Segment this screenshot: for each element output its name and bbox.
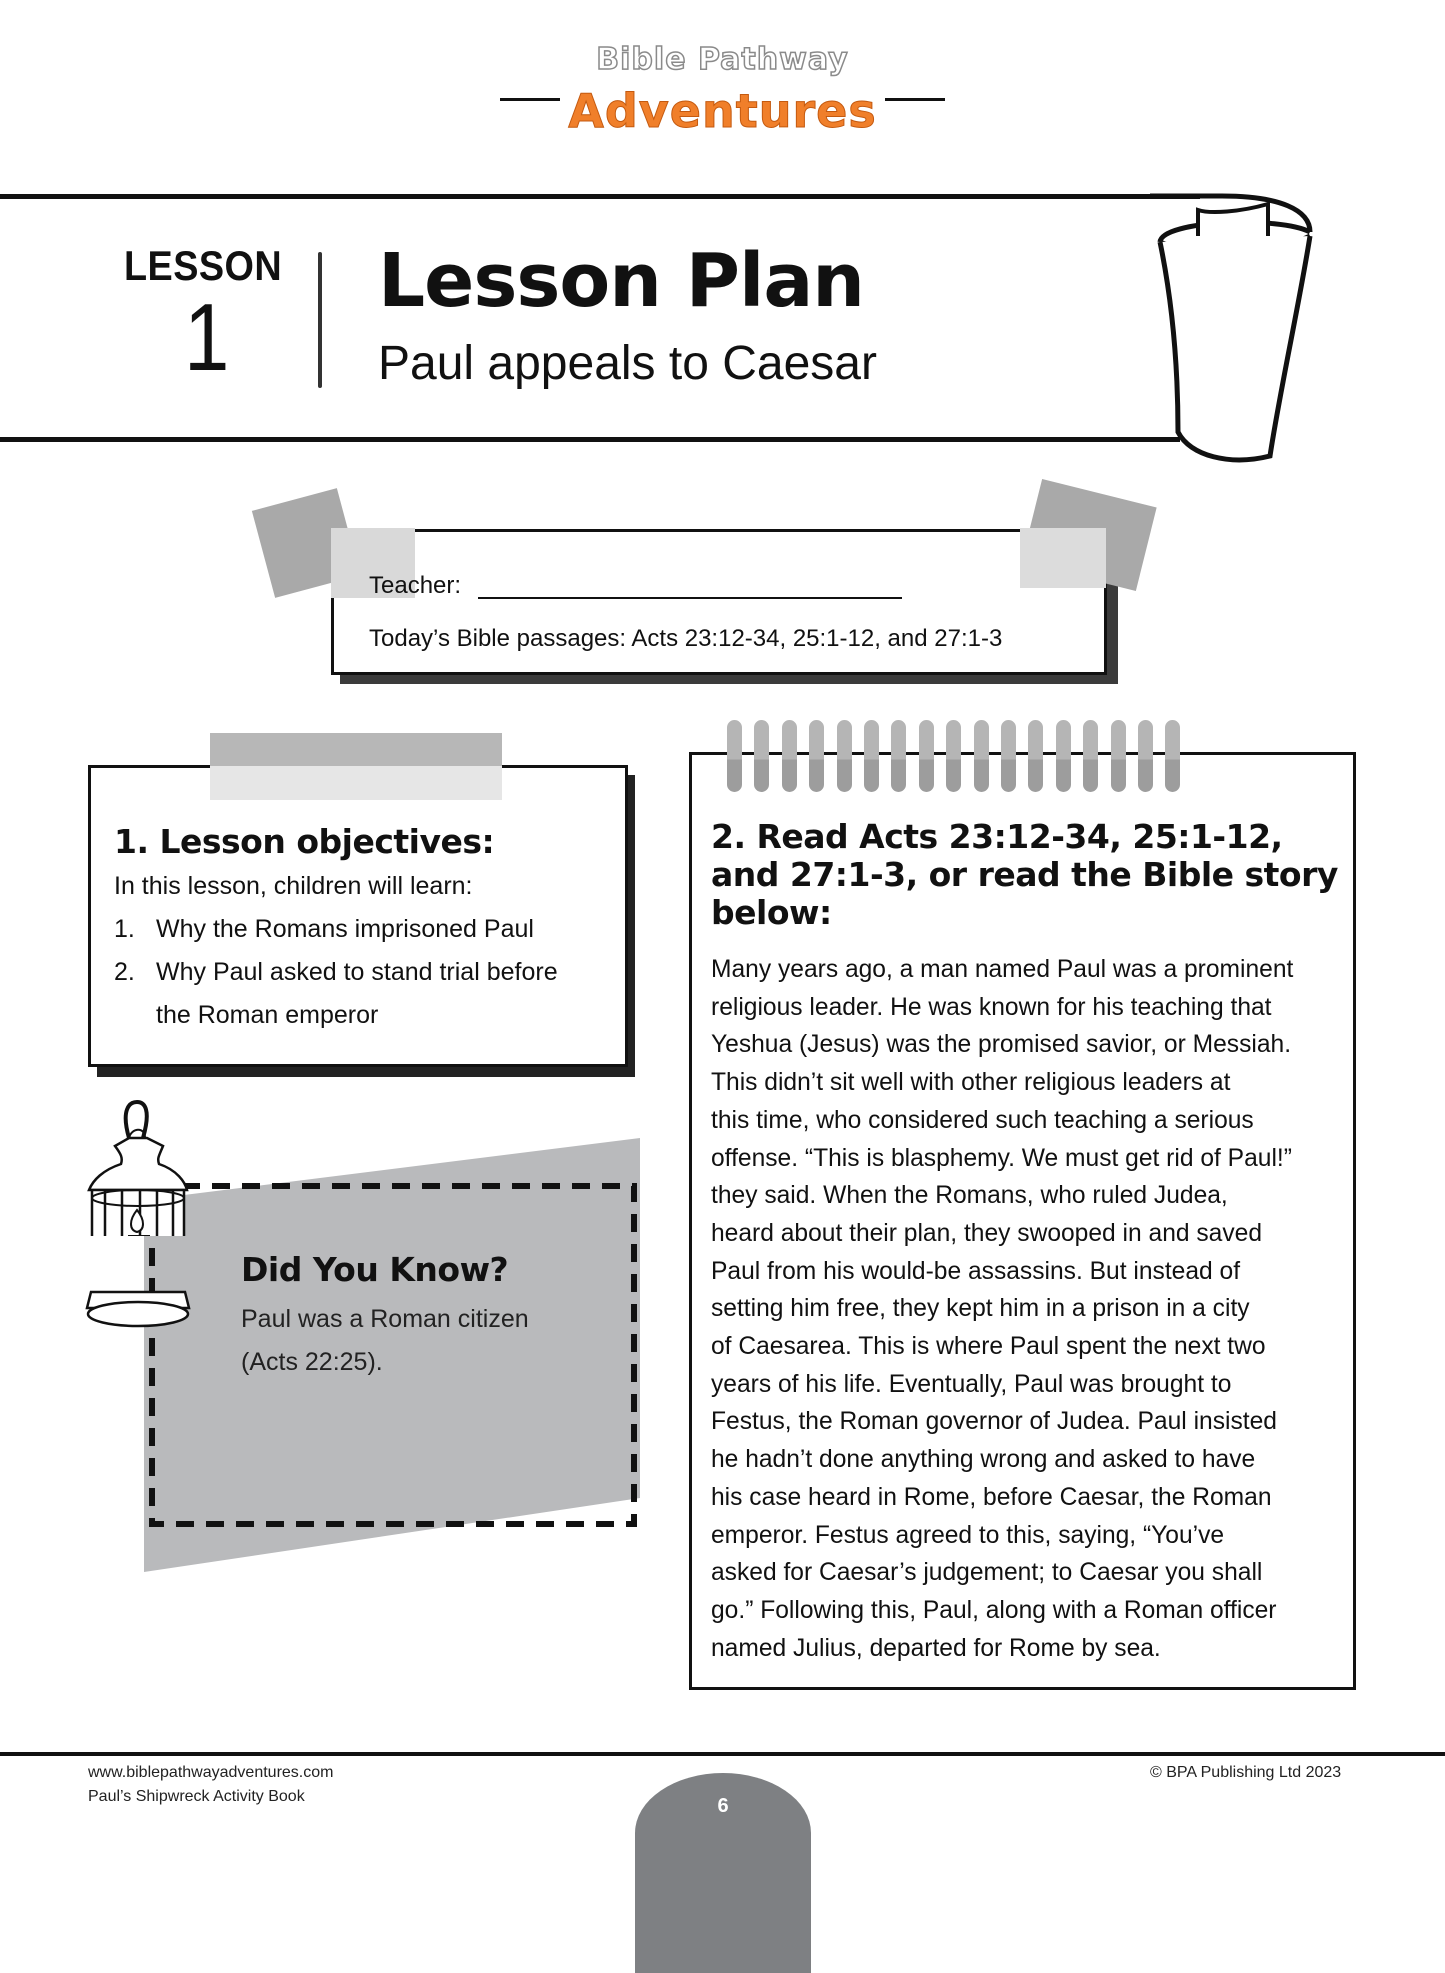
objective-text: Why the Romans imprisoned Paul	[156, 915, 534, 943]
story-line: Paul from his would-be assassins. But instead of	[711, 1257, 1241, 1285]
spiral-ring	[837, 720, 852, 792]
did-you-know-line: Paul was a Roman citizen	[241, 1305, 529, 1333]
story-title-line: 2. Read Acts 23:12-34, 25:1-12,	[711, 817, 1283, 856]
objective-item	[114, 908, 534, 951]
spiral-ring	[782, 720, 797, 792]
objective-text: Why Paul asked to stand trial before	[156, 958, 558, 986]
objective-number: 2.	[114, 958, 135, 986]
spiral-ring	[1138, 720, 1153, 792]
header-rule-bottom	[0, 437, 1180, 442]
spiral-ring	[1165, 720, 1180, 792]
spiral-ring	[1001, 720, 1016, 792]
objective-item	[114, 951, 558, 1037]
objectives-tape-top	[210, 733, 502, 767]
story-line: named Julius, departed for Rome by sea.	[711, 1634, 1161, 1662]
story-line: offense. “This is blasphemy. We must get rid of Paul!”	[711, 1144, 1292, 1172]
story-title	[711, 818, 1351, 932]
spiral-ring	[1028, 720, 1043, 792]
footer-copyright: © BPA Publishing Ltd 2023	[1150, 1764, 1342, 1781]
teacher-label: Teacher:	[369, 572, 462, 599]
did-you-know-title: Did You Know?	[241, 1250, 509, 1289]
footer-book-title: Paul’s Shipwreck Activity Book	[88, 1788, 305, 1805]
page-title: Lesson Plan	[378, 238, 864, 324]
logo-line-1: Bible Pathway	[596, 42, 849, 77]
story-line: of Caesarea. This is where Paul spent the next two	[711, 1333, 1266, 1360]
lantern-base	[85, 1288, 197, 1336]
story-title-line: and 27:1-3, or read the Bible story	[711, 855, 1338, 894]
lesson-label: LESSON	[124, 242, 283, 289]
spiral-ring	[919, 720, 934, 792]
objective-number: 1.	[114, 915, 135, 943]
logo-line-2: Adventures	[568, 84, 877, 138]
page-subtitle: Paul appeals to Caesar	[378, 337, 877, 390]
tape-right-overlap	[1020, 528, 1106, 588]
lantern-icon	[85, 1098, 197, 1236]
story-title-line: below:	[711, 893, 832, 932]
page-number: 6	[717, 1795, 729, 1817]
footer-website: www.biblepathwayadventures.com	[88, 1764, 334, 1781]
objective-text-cont: the Roman emperor	[156, 1001, 379, 1029]
teacher-card	[331, 529, 1107, 675]
story-line: asked for Caesar’s judgement; to Caesar you shall	[711, 1559, 1263, 1587]
objectives-tape-bottom	[210, 766, 502, 800]
footer-rule	[0, 1752, 1445, 1756]
story-line: his case heard in Rome, before Caesar, the Roman	[711, 1483, 1272, 1511]
spiral-ring	[974, 720, 989, 792]
story-line: years of his life. Eventually, Paul was brought to	[711, 1370, 1232, 1398]
spiral-ring	[727, 720, 742, 792]
spiral-ring	[864, 720, 879, 792]
story-line: Many years ago, a man named Paul was a prominent	[711, 956, 1294, 983]
story-line: they said. When the Romans, who ruled Judea,	[711, 1182, 1228, 1210]
spiral-ring	[1111, 720, 1126, 792]
spiral-ring	[1083, 720, 1098, 792]
spiral-ring	[1056, 720, 1071, 792]
spiral-ring	[891, 720, 906, 792]
spiral-ring	[754, 720, 769, 792]
story-line: setting him free, they kept him in a prison in a city	[711, 1295, 1250, 1323]
header-rule-top	[0, 194, 1200, 199]
did-you-know-text	[241, 1298, 529, 1384]
objectives-title: 1. Lesson objectives:	[114, 822, 495, 861]
header-divider	[318, 252, 322, 388]
story-line: this time, who considered such teaching a serious	[711, 1106, 1254, 1134]
teacher-name-field[interactable]	[478, 597, 902, 599]
spiral-ring	[809, 720, 824, 792]
story-line: religious leader. He was known for his teaching that	[711, 993, 1272, 1021]
scroll-icon	[1150, 190, 1320, 470]
objectives-intro: In this lesson, children will learn:	[114, 872, 473, 900]
story-line: Yeshua (Jesus) was the promised savior, or Messiah.	[711, 1031, 1292, 1059]
did-you-know-line: (Acts 22:25).	[241, 1348, 383, 1376]
story-line: Festus, the Roman governor of Judea. Paul insisted	[711, 1408, 1277, 1436]
story-line: This didn’t sit well with other religious leaders at	[711, 1069, 1231, 1097]
lesson-number: 1	[184, 284, 230, 391]
story-line: go.” Following this, Paul, along with a Roman officer	[711, 1596, 1277, 1624]
story-line: heard about their plan, they swooped in and saved	[711, 1219, 1263, 1247]
bible-passages: Today’s Bible passages: Acts 23:12-34, 25:1-12, and 27:1-3	[369, 625, 1003, 652]
story-line: he hadn’t done anything wrong and asked to have	[711, 1446, 1256, 1474]
spiral-ring	[946, 720, 961, 792]
story-line: emperor. Festus agreed to this, saying, “You’ve	[711, 1521, 1225, 1549]
